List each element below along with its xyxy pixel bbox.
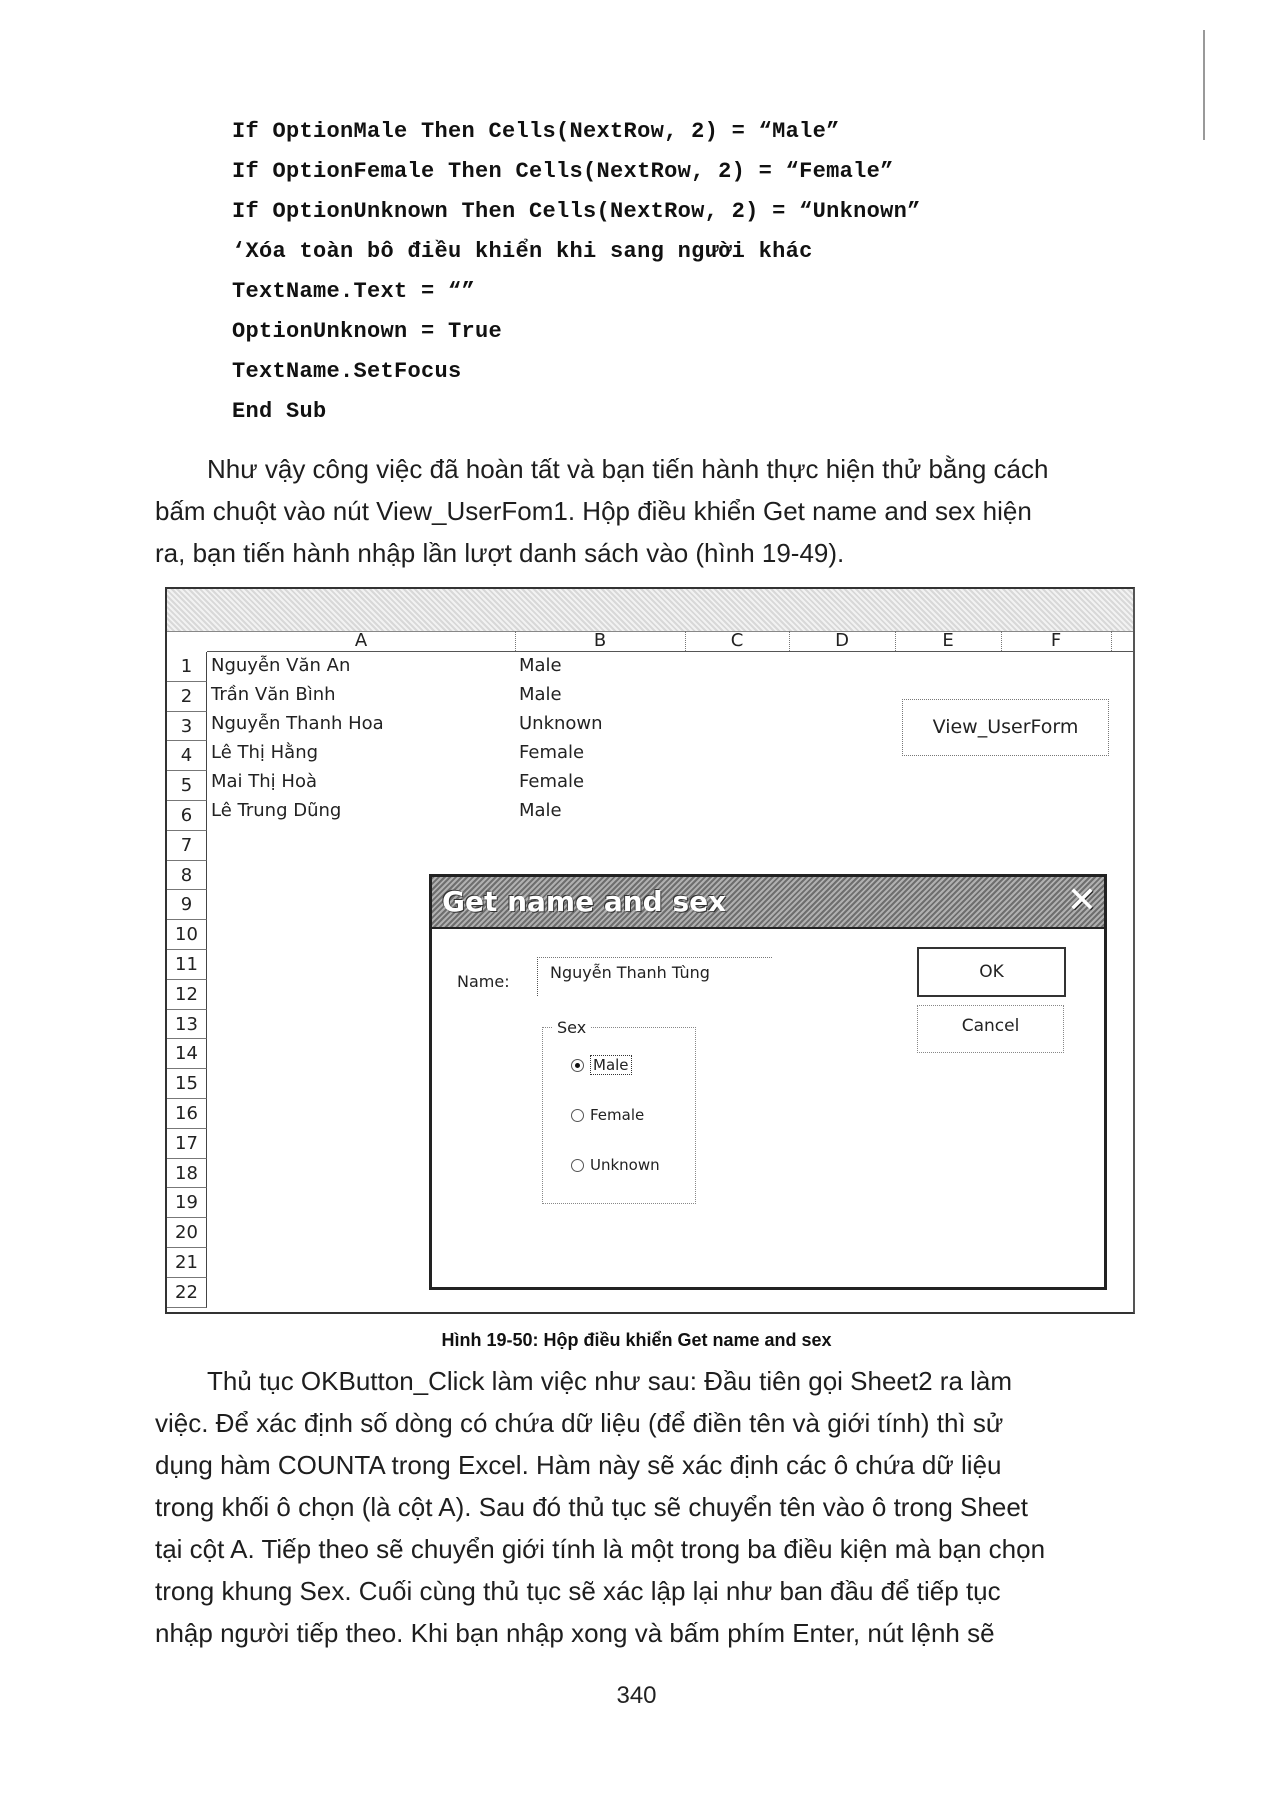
cell-name[interactable]: Lê Thị Hằng	[211, 742, 319, 763]
row-header[interactable]: 14	[167, 1039, 207, 1069]
cell-sex[interactable]: Male	[519, 684, 562, 705]
radio-selected-icon	[571, 1059, 584, 1072]
row-header[interactable]: 21	[167, 1248, 207, 1278]
column-header-d[interactable]: D	[789, 631, 896, 651]
row-header[interactable]: 16	[167, 1099, 207, 1129]
cell-sex[interactable]: Female	[519, 771, 585, 792]
figure-caption: Hình 19-50: Hộp điều khiển Get name and sex	[441, 1330, 832, 1350]
view-userform-button[interactable]: View_UserForm	[902, 699, 1109, 756]
row-header[interactable]: 18	[167, 1159, 207, 1189]
row-header[interactable]: 6	[167, 801, 207, 831]
ok-button[interactable]: OK	[917, 947, 1066, 997]
cell-name[interactable]: Lê Trung Dũng	[211, 800, 342, 821]
code-line: ‘Xóa toàn bô điều khiển khi sang người khác	[232, 239, 813, 264]
cell-sex[interactable]: Male	[519, 655, 562, 676]
code-line: TextName.Text = “”	[232, 279, 476, 304]
row-header[interactable]: 13	[167, 1010, 207, 1040]
row-header[interactable]: 15	[167, 1069, 207, 1099]
row-header[interactable]: 10	[167, 920, 207, 950]
row-header-column	[167, 652, 207, 1308]
option-male[interactable]	[571, 1056, 632, 1074]
excel-screenshot-figure	[165, 587, 1135, 1314]
paragraph-line: Như vậy công việc đã hoàn tất và bạn tiến hành thực hiện thử bằng cách	[207, 454, 1049, 484]
cell-sex[interactable]: Female	[519, 742, 585, 763]
paragraph-line: ra, bạn tiến hành nhập lần lượt danh sách vào (hình 19-49).	[155, 538, 845, 568]
code-line: If OptionFemale Then Cells(NextRow, 2) = “Female”	[232, 159, 894, 184]
row-header[interactable]: 19	[167, 1188, 207, 1218]
paragraph-line: Thủ tục OKButton_Click làm việc như sau: Đầu tiên gọi Sheet2 ra làm	[207, 1366, 1013, 1396]
name-input[interactable]: Nguyễn Thanh Tùng	[537, 957, 772, 996]
column-header-f[interactable]: F	[1001, 631, 1112, 651]
row-header[interactable]: 11	[167, 950, 207, 980]
radio-icon	[571, 1159, 584, 1172]
row-header[interactable]: 8	[167, 861, 207, 891]
row-header[interactable]: 22	[167, 1278, 207, 1308]
option-female-label: Female	[590, 1106, 645, 1124]
paragraph-line: việc. Để xác định số dòng có chứa dữ liệu (để điền tên và giới tính) thì sử	[155, 1408, 1004, 1438]
dialog-title-bar[interactable]	[432, 877, 1104, 929]
option-female[interactable]	[571, 1106, 644, 1124]
excel-toolbar	[167, 589, 1133, 632]
row-header[interactable]: 5	[167, 771, 207, 801]
scan-edge-mark	[1203, 30, 1205, 140]
name-label: Name:	[457, 972, 510, 991]
column-header-c[interactable]: C	[685, 631, 790, 651]
paragraph-line: trong khối ô chọn (là cột A). Sau đó thủ tục sẽ chuyển tên vào ô trong Sheet	[155, 1492, 1029, 1522]
option-unknown-label: Unknown	[590, 1156, 660, 1174]
column-header-row	[207, 631, 1133, 652]
row-header[interactable]: 20	[167, 1218, 207, 1248]
row-header[interactable]: 4	[167, 741, 207, 771]
code-line: End Sub	[232, 399, 327, 424]
sex-frame	[542, 1018, 696, 1204]
paragraph-line: trong khung Sex. Cuối cùng thủ tục sẽ xác lập lại như ban đầu để tiếp tục	[155, 1576, 1001, 1606]
code-line: If OptionMale Then Cells(NextRow, 2) = “Male”	[232, 119, 840, 144]
code-line: TextName.SetFocus	[232, 359, 462, 384]
get-name-and-sex-dialog	[429, 874, 1107, 1290]
cell-name[interactable]: Mai Thị Hoà	[211, 771, 317, 792]
cell-name[interactable]: Nguyễn Văn An	[211, 655, 351, 676]
paragraph-explanation	[155, 1360, 1145, 1654]
option-unknown[interactable]	[571, 1156, 660, 1174]
cell-sex[interactable]: Male	[519, 800, 562, 821]
paragraph-intro	[155, 448, 1140, 574]
row-header[interactable]: 2	[167, 682, 207, 712]
cancel-button[interactable]: Cancel	[917, 1005, 1064, 1053]
row-header[interactable]: 12	[167, 980, 207, 1010]
row-header[interactable]: 7	[167, 831, 207, 861]
cell-name[interactable]: Nguyễn Thanh Hoa	[211, 713, 384, 734]
cell-name[interactable]: Trần Văn Bình	[211, 684, 336, 705]
paragraph-line: bấm chuột vào nút View_UserFom1. Hộp điều khiển Get name and sex hiện	[155, 496, 1032, 526]
paragraph-line: nhập người tiếp theo. Khi bạn nhập xong và bấm phím Enter, nút lệnh sẽ	[155, 1618, 995, 1648]
code-line: OptionUnknown = True	[232, 319, 503, 344]
row-header[interactable]: 1	[167, 652, 207, 682]
row-header[interactable]: 17	[167, 1129, 207, 1159]
column-header-b[interactable]: B	[515, 631, 686, 651]
code-line: If OptionUnknown Then Cells(NextRow, 2) = “Unknown”	[232, 199, 921, 224]
column-header-e[interactable]: E	[895, 631, 1002, 651]
row-header[interactable]: 9	[167, 890, 207, 920]
paragraph-line: tại cột A. Tiếp theo sẽ chuyển giới tính là một trong ba điều kiện mà bạn chọn	[155, 1534, 1046, 1564]
radio-icon	[571, 1109, 584, 1122]
column-header-a[interactable]: A	[207, 631, 516, 651]
dialog-title: Get name and sex	[442, 885, 727, 918]
code-block	[232, 112, 921, 432]
sex-frame-label: Sex	[553, 1018, 590, 1037]
cell-sex[interactable]: Unknown	[519, 713, 603, 734]
paragraph-line: dụng hàm COUNTA trong Excel. Hàm này sẽ xác định các ô chứa dữ liệu	[155, 1450, 1002, 1480]
option-male-label: Male	[590, 1055, 632, 1075]
row-header[interactable]: 3	[167, 712, 207, 742]
page-number: 340	[616, 1682, 657, 1709]
close-icon[interactable]: ✕	[1066, 880, 1098, 921]
